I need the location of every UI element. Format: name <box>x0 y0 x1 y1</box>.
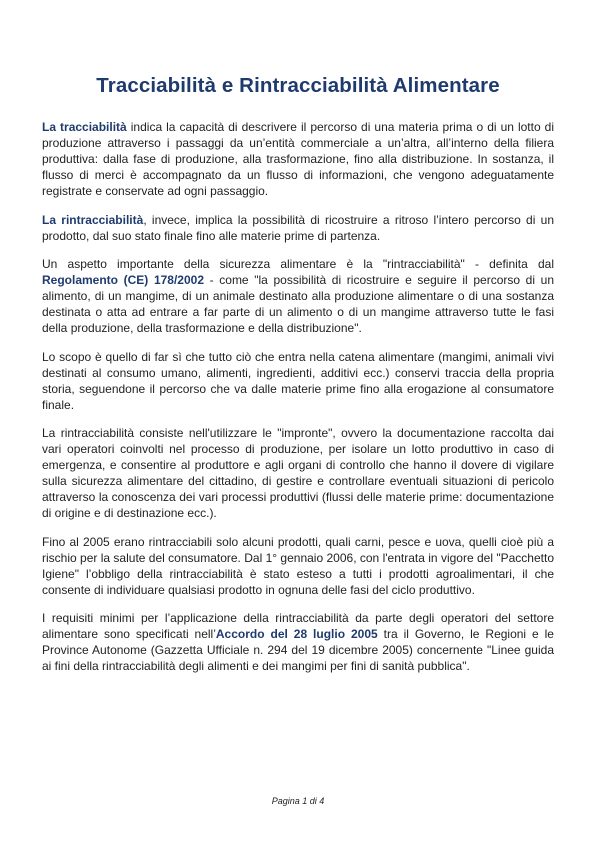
paragraph-text: indica la capacità di descrivere il percorso di una materia prima o di un lotto di produzione attraverso i passaggi da un’entità commerciale a un’altra, all’interno della filiera produttiva: dalla fase di produzione, alla trasformazione, fino alla distribuzione. In sostanza, il flusso di merci è accompagnato da un flusso di informazioni, che vengono adeguatamente registrate e conservate ad ogni passaggio. <box>42 120 554 198</box>
term-accordo: Accordo del 28 luglio 2005 <box>215 627 378 641</box>
paragraph-text: , invece, implica la possibilità di ricostruire a ritroso l’intero percorso di un prodotto, dal suo stato finale fino alle materie prime di partenza. <box>42 212 554 243</box>
page-footer: Pagina 1 di 4 <box>271 796 325 806</box>
term-regolamento: Regolamento (CE) 178/2002 <box>42 273 204 287</box>
paragraph-pacchetto-igiene: Fino al 2005 erano rintracciabili solo alcuni prodotti, quali carni, pesce e uova, quelli cioè più a rischio per la salute del consumatore. Dal 1° gennaio 2006, con l'entrata in vigore del "Pacchetto Igiene" l’obbligo della rintracciabilità è stato esteso a tutti i prodotti agroalimentari, il che consente di individuare qualsiasi prodotto in ognuna delle fasi del ciclo produttivo. <box>42 534 554 597</box>
paragraph-tracciabilita <box>42 119 554 199</box>
term-tracciabilita: La tracciabilità <box>42 120 127 134</box>
term-rintracciabilita: La rintracciabilità <box>42 212 144 227</box>
paragraph-text: - come "la possibilità di ricostruire e seguire il percorso di un alimento, di un mangime, di un animale destinato alla produzione alimentare o di una sostanza destinata o atta ad entrare a far parte di un alimento o di un mangime attraverso tutte le fasi della produzione, della trasformazione e della distribuzione". <box>42 273 554 335</box>
page-title: Tracciabilità e Rintracciabilità Alimentare <box>96 74 500 97</box>
paragraph-scopo: Lo scopo è quello di far sì che tutto ciò che entra nella catena alimentare (mangimi, animali vivi destinati al consumo umano, alimenti, ingredienti, additivi ecc.) conservi traccia della propria storia, seguendone il percorso che va dalle materie prime fino alla erogazione al consumatore finale. <box>42 349 554 412</box>
paragraph-impronte: La rintracciabilità consiste nell'utilizzare le "impronte", ovvero la documentazione raccolta dai vari operatori coinvolti nel processo di produzione, per isolare un lotto produttivo in caso di emergenza, e consentire al produttore e agli organi di controllo che hanno il dovere di vigilare sulla sicurezza alimentare del cittadino, di gestire e controllare eventuali situazioni di pericolo attraverso la conoscenza dei vari processi produttivi (flussi delle materie prime: documentazione di origine e di destinazione ecc.). <box>42 426 554 520</box>
paragraph-text: I requisiti minimi per l’applicazione della rintracciabilità da parte degli operatori del settore alimentare sono specificati nell’ <box>42 611 554 641</box>
paragraph-rintracciabilita <box>42 212 554 244</box>
paragraph-text: tra il Governo, le Regioni e le Province Autonome (Gazzetta Ufficiale n. 294 del 19 dicembre 2005) concernente "Linee guida ai fini della rintracciabilità degli alimenti e dei mangimi per fini di sanità pubblica". <box>42 627 554 673</box>
paragraph-accordo <box>42 610 554 674</box>
paragraph-regolamento <box>42 256 554 336</box>
paragraph-text: Un aspetto importante della sicurezza alimentare è la "rintracciabilità" - definita dal <box>42 257 554 271</box>
document-body <box>42 119 554 687</box>
